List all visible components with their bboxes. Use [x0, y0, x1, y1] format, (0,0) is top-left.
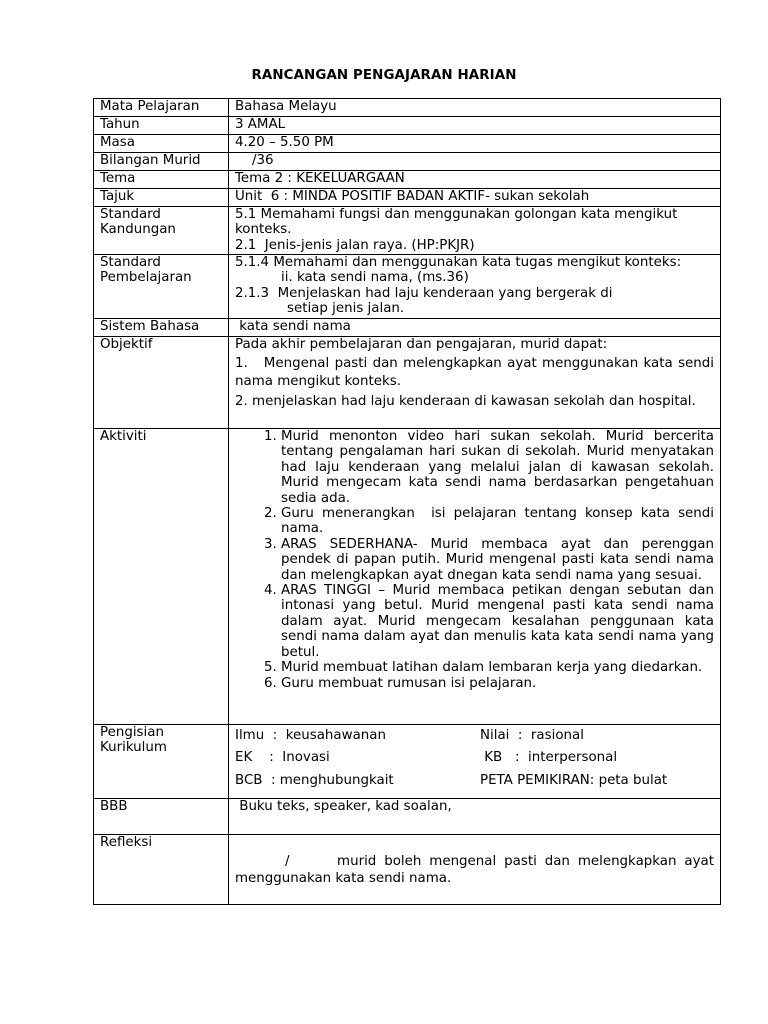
lesson-plan-table: [93, 98, 721, 905]
label-objektif: Objektif: [94, 337, 229, 429]
label-tema: Tema: [94, 171, 229, 189]
value-tajuk: Unit 6 : MINDA POSITIF BADAN AKTIF- sukan sekolah: [229, 189, 721, 207]
label-tahun: Tahun: [94, 117, 229, 135]
kurikulum-bcb: BCB : menghubungkait: [235, 772, 394, 788]
row-bbb: [94, 799, 721, 835]
standard-pembelajaran-line: ii. kata sendi nama, (ms.36): [281, 270, 469, 286]
row-standard-pembelajaran: [94, 255, 721, 319]
label-sistem-bahasa: Sistem Bahasa: [94, 319, 229, 337]
label-standard-pembelajaran: Standard Pembelajaran: [94, 255, 229, 319]
objektif-item: 1. Mengenal pasti dan melengkapkan ayat menggunakan kata sendi nama mengikut konteks.: [235, 356, 719, 390]
aktiviti-item: 1. Murid menonton video hari sukan sekolah. Murid bercerita tentang pengalaman hari sukan di sekolah. Murid menyatakan had laju kenderaan yang melalui jalan di kawasan sekolah. Murid mengecam kata sendi nama berdasarkan pengetahuan sedia ada.: [281, 429, 714, 506]
label-aktiviti: Aktiviti: [94, 429, 229, 725]
row-tahun: [94, 117, 721, 135]
aktiviti-list: [235, 429, 719, 691]
row-tajuk: [94, 189, 721, 207]
value-tema: Tema 2 : KEKELUARGAAN: [229, 171, 721, 189]
aktiviti-item: 2. Guru menerangkan isi pelajaran tentang konsep kata sendi nama.: [281, 506, 714, 537]
standard-kandungan-line: 5.1 Memahami fungsi dan menggunakan golongan kata mengikut konteks.: [235, 207, 678, 238]
document-title: RANCANGAN PENGAJARAN HARIAN: [251, 68, 517, 83]
kurikulum-ilmu: Ilmu : keusahawanan: [235, 728, 386, 743]
kurikulum-grid: [235, 728, 714, 788]
label-bilangan-murid: Bilangan Murid: [94, 153, 229, 171]
row-refleksi: [94, 835, 721, 905]
value-standard-pembelajaran: [229, 255, 721, 319]
objektif-intro: Pada akhir pembelajaran dan pengajaran, murid dapat:: [235, 337, 608, 352]
value-bilangan-murid: /36: [229, 153, 721, 171]
aktiviti-item: 5. Murid membuat latihan dalam lembaran kerja yang diedarkan.: [281, 660, 714, 675]
kurikulum-nilai: Nilai : rasional: [480, 728, 584, 743]
standard-kandungan-line: 2.1 Jenis-jenis jalan raya. (HP:PKJR): [235, 237, 475, 253]
value-mata-pelajaran: Bahasa Melayu: [229, 99, 721, 117]
value-sistem-bahasa: kata sendi nama: [229, 319, 721, 337]
row-mata-pelajaran: [94, 99, 721, 117]
value-bbb: Buku teks, speaker, kad soalan,: [229, 799, 721, 835]
value-aktiviti: [229, 429, 721, 725]
value-masa: 4.20 – 5.50 PM: [229, 135, 721, 153]
standard-pembelajaran-line: 5.1.4 Memahami dan menggunakan kata tugas mengikut konteks:: [235, 255, 682, 270]
objektif-item: 2. menjelaskan had laju kenderaan di kawasan sekolah dan hospital.: [235, 394, 696, 410]
value-objektif: [229, 337, 721, 429]
kurikulum-peta: PETA PEMIKIRAN: peta bulat: [480, 772, 668, 788]
standard-pembelajaran-line: 2.1.3 Menjelaskan had laju kenderaan yang bergerak di: [235, 285, 613, 301]
row-objektif: [94, 337, 721, 429]
label-standard-kandungan: Standard Kandungan: [94, 207, 229, 255]
label-bbb: BBB: [94, 799, 229, 835]
value-tahun: 3 AMAL: [229, 117, 721, 135]
label-tajuk: Tajuk: [94, 189, 229, 207]
value-refleksi: [229, 835, 721, 905]
value-standard-kandungan: [229, 207, 721, 255]
kurikulum-ek: EK : Inovasi: [235, 750, 330, 766]
label-mata-pelajaran: Mata Pelajaran: [94, 99, 229, 117]
refleksi-text: / murid boleh mengenal pasti dan melengkapkan ayat menggunakan kata sendi nama.: [235, 854, 719, 886]
aktiviti-item: 6. Guru membuat rumusan isi pelajaran.: [281, 676, 714, 691]
row-masa: [94, 135, 721, 153]
kurikulum-kb: KB : interpersonal: [480, 750, 618, 766]
row-tema: [94, 171, 721, 189]
row-bilangan-murid: [94, 153, 721, 171]
label-masa: Masa: [94, 135, 229, 153]
row-sistem-bahasa: [94, 319, 721, 337]
row-standard-kandungan: [94, 207, 721, 255]
standard-pembelajaran-line: setiap jenis jalan.: [287, 301, 405, 317]
row-pengisian-kurikulum: [94, 725, 721, 799]
aktiviti-item: 3. ARAS SEDERHANA- Murid membaca ayat dan perenggan pendek di papan putih. Murid mengenal pasti kata sendi nama dan melengkapkan ayat dnegan kata sendi nama yang sesuai.: [281, 537, 714, 583]
row-aktiviti: [94, 429, 721, 725]
label-refleksi: Refleksi: [94, 835, 229, 905]
value-pengisian-kurikulum: [229, 725, 721, 799]
aktiviti-item: 4. ARAS TINGGI – Murid membaca petikan dengan sebutan dan intonasi yang betul. Murid mengenal pasti kata sendi nama dalam ayat. Murid mengecam kesalahan penggunaan kata sendi nama dalam ayat dan menulis kata kata sendi nama yang betul.: [281, 583, 714, 660]
label-pengisian-kurikulum: Pengisian Kurikulum: [94, 725, 229, 799]
